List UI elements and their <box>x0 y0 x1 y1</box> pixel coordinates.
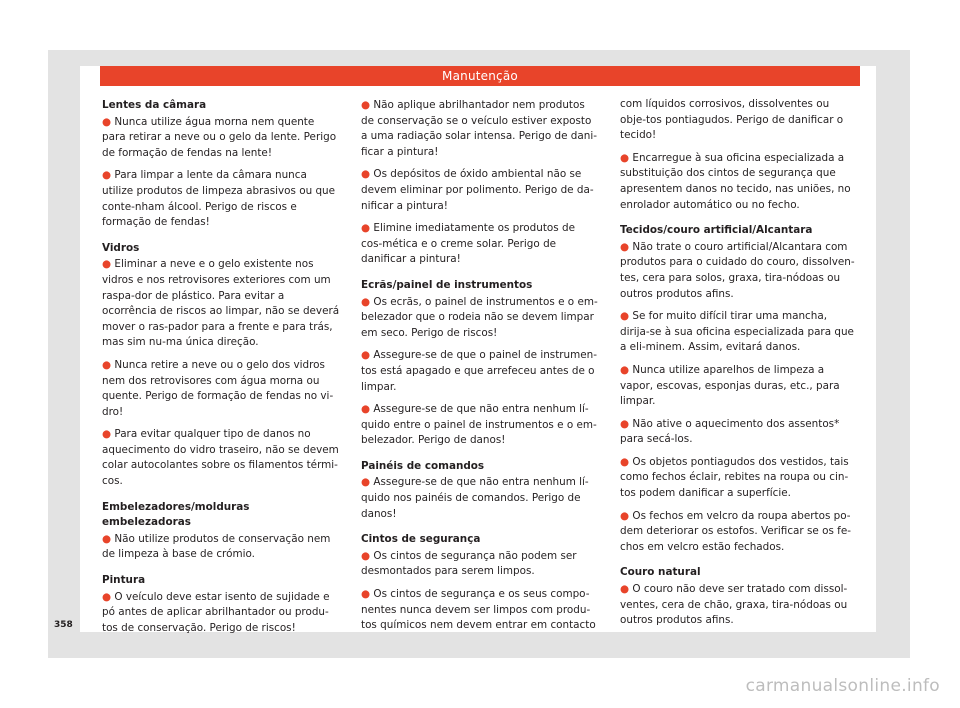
bullet-paragraph <box>361 221 599 268</box>
bullet-paragraph <box>361 402 599 449</box>
paragraph-text: Assegure-se de que não entra nenhum lí-quido entre o painel de instrumentos e o em-belezador. Perigo de danos! <box>361 403 597 447</box>
paragraph-text: Assegure-se de que não entra nenhum lí-quido nos painéis de comandos. Perigo de danos! <box>361 476 589 520</box>
bullet-paragraph <box>102 257 340 351</box>
bullet-icon: ● <box>361 588 371 601</box>
bullet-icon: ● <box>102 358 112 371</box>
bullet-icon: ● <box>361 222 371 235</box>
paragraph-text: Não utilize produtos de conservação nem de limpeza à base de crómio. <box>102 532 331 561</box>
paragraph-text: Para evitar qualquer tipo de danos no aquecimento do vidro traseiro, não se devem colar autocolantes sobre os filamentos térmi-cos. <box>102 428 339 488</box>
paragraph-text: Não aplique abrilhantador nem produtos de conservação se o veículo estiver exposto a uma radiação solar intensa. Perigo de dani-ficar a pintura! <box>361 99 597 158</box>
text-paragraph <box>620 97 858 144</box>
bullet-paragraph <box>620 417 858 448</box>
bullet-paragraph <box>620 509 858 556</box>
section-heading: Lentes da câmara <box>102 99 207 111</box>
paragraph-text: Não trate o couro artificial/Alcantara com produtos para o cuidado do couro, dissolven-tes, cera para solos, graxa, tira-nódoas ou outros produtos afins. <box>620 240 855 300</box>
bullet-paragraph <box>620 582 858 629</box>
bullet-paragraph <box>361 549 599 580</box>
bullet-paragraph <box>620 151 858 213</box>
paragraph-text: Não ative o aquecimento dos assentos* para secá-los. <box>620 417 840 446</box>
section-heading: Embelezadores/molduras embelezadoras <box>102 500 250 529</box>
bullet-paragraph <box>620 309 858 356</box>
bullet-icon: ● <box>361 403 371 416</box>
section-header: Manutenção <box>100 66 860 86</box>
paragraph-text: Assegure-se de que o painel de instrumen-tos está apagado e que arrefeceu antes de o limpar. <box>361 349 597 393</box>
bullet-icon: ● <box>102 169 112 182</box>
bullet-icon: ● <box>620 151 630 164</box>
section-heading: Cintos de segurança <box>361 533 481 546</box>
section-heading: Ecrãs/painel de instrumentos <box>361 278 533 291</box>
bullet-paragraph <box>102 115 340 162</box>
bullet-paragraph <box>620 455 858 502</box>
paragraph-text: Os depósitos de óxido ambiental não se devem eliminar por polimento. Perigo de da-nificar a pintura! <box>361 168 594 212</box>
text-column-2 <box>361 98 599 641</box>
bullet-icon: ● <box>102 115 112 128</box>
watermark: carmanualsonline.info <box>745 676 940 696</box>
paragraph-text: Nunca utilize água morna nem quente para retirar a neve ou o gelo da lente. Perigo de formação de fendas na lente! <box>102 115 337 159</box>
section-heading: Vidros <box>102 241 140 254</box>
bullet-icon: ● <box>102 428 112 441</box>
paragraph-text: O couro não deve ser tratado com dissol-ventes, cera de chão, graxa, tira-nódoas ou outros produtos afins. <box>620 583 848 627</box>
bullet-icon: ● <box>102 532 112 545</box>
bullet-icon: ● <box>102 258 112 271</box>
bullet-paragraph <box>102 590 340 637</box>
bullet-icon: ● <box>620 583 630 596</box>
bullet-icon: ● <box>620 310 630 323</box>
paragraph-text: Nunca retire a neve ou o gelo dos vidros nem dos retrovisores com água morna ou quente. Perigo de formação de fendas no vi-dro! <box>102 358 334 418</box>
bullet-paragraph <box>361 167 599 214</box>
bullet-paragraph <box>361 98 599 160</box>
bullet-paragraph <box>102 358 340 420</box>
bullet-icon: ● <box>361 349 371 362</box>
bullet-icon: ● <box>361 295 371 308</box>
bullet-icon: ● <box>620 417 630 430</box>
bullet-paragraph <box>361 587 599 634</box>
paragraph-text: com líquidos corrosivos, dissolventes ou obje-tos pontiagudos. Perigo de danificar o tecido! <box>620 98 844 142</box>
paragraph-text: O veículo deve estar isento de sujidade e pó antes de aplicar abrilhantador ou produ-tos de conservação. Perigo de riscos! <box>102 590 330 634</box>
paragraph-text: Os cintos de segurança não podem ser desmontados para serem limpos. <box>361 549 577 578</box>
paragraph-text: Os cintos de segurança e os seus compo-nentes nunca devem ser limpos com produ-tos químicos nem devem entrar em contacto <box>361 588 596 632</box>
bullet-icon: ● <box>620 509 630 522</box>
bullet-paragraph <box>361 348 599 395</box>
section-heading: Painéis de comandos <box>361 459 485 472</box>
text-column-1 <box>102 98 340 643</box>
paragraph-text: Os objetos pontiagudos dos vestidos, tais como fechos éclair, rebites na roupa ou cin-tos podem danificar a superfície. <box>620 455 849 500</box>
bullet-icon: ● <box>620 455 630 468</box>
bullet-icon: ● <box>361 99 371 111</box>
bullet-icon: ● <box>361 168 371 181</box>
bullet-icon: ● <box>361 476 371 489</box>
paragraph-text: Os fechos em velcro da roupa abertos po-dem deteriorar os estofos. Verificar se os fe-chos em velcro estão fechados. <box>620 509 851 553</box>
section-heading: Tecidos/couro artificial/Alcantara <box>620 224 813 237</box>
paragraph-text: Elimine imediatamente os produtos de cos-mética e o creme solar. Perigo de danificar a pintura! <box>361 222 575 266</box>
bullet-paragraph <box>620 240 858 302</box>
page-number: 358 <box>54 620 73 630</box>
bullet-icon: ● <box>620 363 630 376</box>
bullet-icon: ● <box>620 240 630 253</box>
section-heading: Pintura <box>102 574 146 587</box>
bullet-paragraph <box>361 475 599 522</box>
bullet-paragraph <box>102 427 340 489</box>
bullet-paragraph <box>102 532 340 563</box>
bullet-paragraph <box>102 168 340 230</box>
paragraph-text: Para limpar a lente da câmara nunca utilize produtos de limpeza abrasivos ou que conte-nham álcool. Perigo de riscos e formação de fendas! <box>102 169 336 229</box>
paragraph-text: Eliminar a neve e o gelo existente nos vidros e nos retrovisores exteriores com um raspa-dor de plástico. Para evitar a ocorrência de riscos ao limpar, não se deverá mover o ras-pador para a frente e para trás, mas sim nu-ma única direção. <box>102 258 340 349</box>
section-heading: Couro natural <box>620 566 701 579</box>
bullet-icon: ● <box>102 590 112 603</box>
paragraph-text: Se for muito difícil tirar uma mancha, dirija-se à sua oficina especializada para que a eli-minem. Assim, evitará danos. <box>620 310 854 354</box>
bullet-paragraph <box>361 295 599 342</box>
bullet-icon: ● <box>361 549 371 562</box>
paragraph-text: Nunca utilize aparelhos de limpeza a vapor, escovas, esponjas duras, etc., para limpar. <box>620 363 840 408</box>
paragraph-text: Os ecrãs, o painel de instrumentos e o em-belezador que o rodeia não se devem limpar em seco. Perigo de riscos! <box>361 295 598 339</box>
paragraph-text: Encarregue à sua oficina especializada a substituição dos cintos de segurança que apresentem danos no tecido, nas uniões, no enrolador automático ou no fecho. <box>620 151 851 211</box>
text-column-3 <box>620 98 858 636</box>
bullet-paragraph <box>620 363 858 410</box>
